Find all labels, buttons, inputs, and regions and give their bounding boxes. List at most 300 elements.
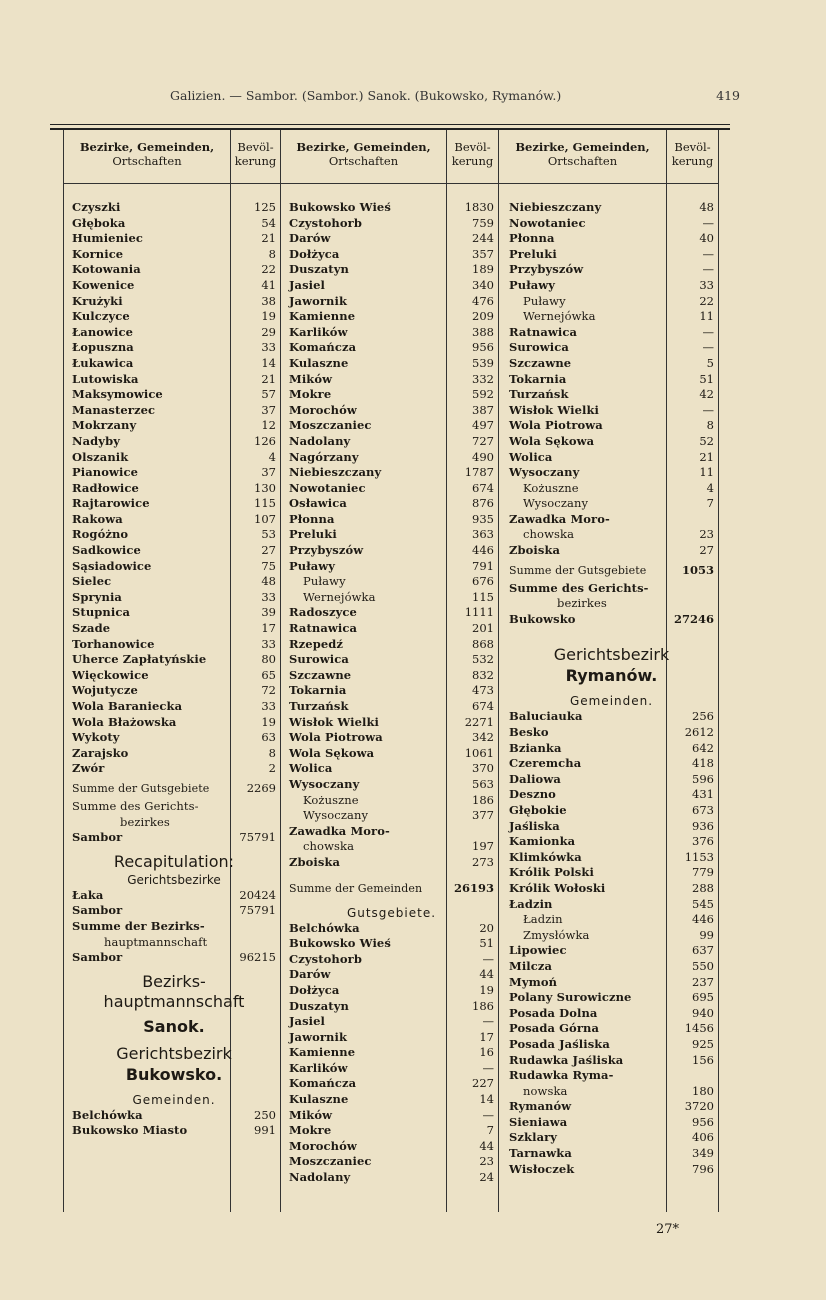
table-row [289,559,494,575]
place-name: Deszno [509,787,556,802]
table-row [72,496,276,512]
place-name: Wola Baraniecka [72,699,183,713]
table-row [509,975,714,991]
table-row [72,574,276,590]
place-name: Krużyki [72,293,123,308]
place-name: Czystohorb [289,951,362,966]
population-value: 23 [479,1154,494,1169]
population-value: 3720 [684,1099,714,1114]
table-row [72,903,276,919]
place-name: Ładzin [523,912,563,927]
population-value: 288 [692,880,714,895]
population-value: 51 [699,371,714,386]
place-name: Rudawka Jaśliska [509,1052,624,1067]
population-value: 8 [268,246,276,261]
place-name: Morochów [289,402,357,417]
population-value: 363 [472,527,494,542]
table-row [289,434,494,450]
table-row [289,967,494,983]
population-value: 37 [261,402,276,417]
table-row [509,278,714,294]
col2-pop-sub: kerung [451,154,494,168]
place-name: Sąsiadowice [72,558,152,573]
place-name: Ratnawica [509,324,578,339]
population-value: 237 [692,974,714,989]
table-row [509,756,714,772]
population-value: 8 [268,745,276,760]
table-row [509,418,714,434]
population-value: 431 [692,787,714,802]
table-row [72,372,276,388]
place-name: Zwór [72,761,105,776]
place-name: Mymoń [509,974,558,989]
col3-sum-guts [509,559,714,581]
place-name: Szade [72,621,111,636]
table-row [509,1053,714,1069]
running-header [170,88,740,103]
table-row [509,1068,714,1084]
place-name: Puławy [289,558,336,573]
population-value: 1061 [464,745,494,760]
col2-row-list [289,200,494,871]
population-value: 387 [472,402,494,417]
population-value: 791 [472,558,494,573]
population-value: — [702,402,714,417]
table-row [72,668,276,684]
table-row [289,527,494,543]
place-name: Humieniec [72,231,144,246]
place-name: Mików [289,371,333,386]
place-name: Uherce Zapłatyńskie [72,652,207,667]
place-name: Jawornik [289,1029,348,1044]
place-name: Milcza [509,958,553,973]
table-row [289,200,494,216]
table-row [509,387,714,403]
population-value: 727 [472,433,494,448]
table-row [509,372,714,388]
place-name: Zmysłówka [523,927,590,942]
place-name: Kożuszne [303,792,359,807]
table-row [509,216,714,232]
population-value: 33 [261,340,276,355]
col3-sum-gb-total [509,612,714,628]
table-row [289,715,494,731]
population-value: — [482,1014,494,1029]
table-row [289,637,494,653]
table-row [509,865,714,881]
table-row [509,834,714,850]
population-value: 340 [472,277,494,292]
page-number: 419 [716,88,740,103]
population-value: 11 [699,465,714,480]
table-row [72,543,276,559]
col1-sum-bh-line1 [72,919,276,935]
table-row [289,1030,494,1046]
population-value: 418 [692,756,714,771]
place-name: nowska [523,1083,568,1098]
table-row [509,481,714,497]
place-name: Łanowice [72,324,134,339]
place-name: Jasiel [289,277,326,292]
place-name: Nowotaniec [509,215,586,230]
table-row [289,746,494,762]
table-row [72,888,276,904]
population-value: — [482,1107,494,1122]
place-name: Przybyszów [289,543,364,558]
population-value: 676 [472,574,494,589]
col1-pop-header [231,140,280,168]
place-name: Płonna [509,231,555,246]
population-value: 21 [261,371,276,386]
place-name: Morochów [289,1138,357,1153]
table-row [289,683,494,699]
table-row [289,839,494,855]
place-name: Wysoczany [303,808,369,823]
place-name: chowska [303,839,355,854]
table-row [509,881,714,897]
sum-value: 1053 [681,562,714,577]
gb-title: Gerichtsbezirk [116,1043,232,1063]
place-name: Preluki [509,246,557,261]
place-name: Sielec [72,574,112,589]
place-name: Wola Sękowa [509,433,595,448]
population-value: 11 [699,309,714,324]
population-value: 24 [479,1170,494,1185]
table-row [72,621,276,637]
population-value: — [702,324,714,339]
table-row [72,746,276,762]
col2-sum-gemeinden [289,877,494,899]
place-name: Wolica [509,449,553,464]
population-value: 925 [692,1036,714,1051]
place-name: Jaśliska [509,818,560,833]
population-value: 490 [472,449,494,464]
recap-title: Recapitulation: [113,851,235,871]
population-value: 44 [479,1138,494,1153]
table-row [509,1099,714,1115]
table-row [72,761,276,777]
table-row [289,1108,494,1124]
place-name: Łopuszna [72,340,134,355]
place-name: Sprynia [72,589,122,604]
table-row [289,418,494,434]
table-row [289,952,494,968]
col3-gemeinden-list [509,709,714,1177]
population-value: 197 [472,839,494,854]
population-value: 115 [472,589,494,604]
place-name: Niebieszczany [289,465,382,480]
population-value: 446 [472,543,494,558]
place-name: Kamienne [289,309,356,324]
sum-value: 2269 [246,780,276,795]
population-value: 4 [706,480,714,495]
place-name: Wola Piotrowa [289,730,383,745]
place-name: Radoszyce [289,605,357,620]
population-value: 476 [472,293,494,308]
table-row [289,652,494,668]
place-name: Maksymowice [72,387,163,402]
col3-name-sub: Ortschaften [547,154,618,168]
gb-name-heading: Rymanów. [565,666,658,686]
table-row [509,200,714,216]
population-value: 16 [479,1045,494,1060]
table-row [289,481,494,497]
table-row [509,725,714,741]
population-value: 14 [261,355,276,370]
place-name: Nadyby [72,433,121,448]
population-value: 48 [699,200,714,214]
col2-name-header [281,140,446,168]
place-name: Łukawica [72,355,134,370]
population-value: 65 [261,667,276,682]
place-name: Głęboka [72,215,126,230]
table-row [509,340,714,356]
place-name: Moszczaniec [289,418,372,433]
population-value: — [702,215,714,230]
col2-name-label: Bezirke, Gemeinden, [296,140,431,154]
place-name: Puławy [303,574,346,589]
place-name: Ładzin [509,896,553,911]
table-row [72,231,276,247]
table-row [509,943,714,959]
place-name: Wola Sękowa [289,745,375,760]
table-row [289,999,494,1015]
place-name: Dołżyca [289,982,340,997]
place-name: Surowica [509,340,569,355]
table-row [289,730,494,746]
population-value: 256 [692,709,714,724]
table-row [72,527,276,543]
place-name: Wisłok Wielki [289,714,380,729]
table-row [509,309,714,325]
place-name: Posada Jaśliska [509,1036,610,1051]
place-name: Szklary [509,1130,558,1145]
population-value: 532 [472,652,494,667]
population-value: 868 [472,636,494,651]
col2-pop-header [447,140,498,168]
population-value: 1787 [464,465,494,480]
col1-sum-bh-line2 [72,935,276,951]
place-name: Zboiska [509,543,561,558]
district-name: Sambor [72,830,123,845]
place-name: Nowotaniec [289,480,366,495]
population-value: 7 [706,496,714,511]
place-name: Nadolany [289,433,351,448]
table-row [509,496,714,512]
place-name: Wisłok Wielki [509,402,600,417]
place-name: Pianowice [72,465,138,480]
place-name: Mików [289,1107,333,1122]
table-row [289,278,494,294]
population-value: 473 [472,683,494,698]
col3-name-header [499,140,666,168]
population-value: 21 [261,231,276,246]
table-row [72,356,276,372]
table-row [289,387,494,403]
place-name: Kotowania [72,262,141,277]
place-name: Dołżyca [289,246,340,261]
population-value: 674 [472,480,494,495]
place-name: Daliowa [509,771,561,786]
place-name: Surowica [289,652,349,667]
table-row [509,450,714,466]
place-name: Jawornik [289,293,348,308]
place-name: Wernejówka [303,589,376,604]
population-value: 2 [268,761,276,776]
population-value: 935 [472,511,494,526]
place-name: Preluki [289,527,337,542]
table-row [72,434,276,450]
population-value: 1153 [684,849,714,864]
sum-label: bezirkes [120,814,170,829]
sum-label: hauptmannschaft [104,934,208,949]
col1-sum-gb-total [72,830,276,846]
table-row [289,1061,494,1077]
place-name: Belchówka [72,1107,143,1122]
table-row [289,356,494,372]
table-row [289,921,494,937]
population-value: 40 [699,231,714,246]
sum-label: bezirkes [557,596,607,611]
table-row [289,793,494,809]
place-name: Kamienne [289,1045,356,1060]
place-name: Nagórzany [289,449,359,464]
col3-row-list [509,200,714,559]
place-name: Bukowsko Wieś [289,200,391,214]
col2-name-sub: Ortschaften [328,154,399,168]
place-name: Wola Piotrowa [509,418,603,433]
table-row [289,605,494,621]
col1-col2-divider [280,130,281,1212]
col2-col3-divider [498,130,499,1212]
place-name: Płonna [289,511,335,526]
population-value: 33 [699,277,714,292]
place-name: Zboiska [289,854,341,869]
table-row [72,1108,276,1124]
table-row [509,1084,714,1100]
recap-list [72,888,276,919]
table-row [72,247,276,263]
population-value: 250 [254,1107,276,1122]
population-value: 126 [254,433,276,448]
place-name: Belchówka [289,920,360,935]
population-value: 370 [472,761,494,776]
population-value: 63 [261,730,276,745]
table-row [289,668,494,684]
table-row [509,1130,714,1146]
table-row [509,819,714,835]
place-name: Niebieszczany [509,200,602,214]
column-1 [72,200,276,1139]
bh-value: 96215 [239,950,276,965]
population-value: 5 [706,355,714,370]
population-value: 33 [261,699,276,713]
place-name: Bukowsko Miasto [72,1123,188,1138]
population-value: 22 [261,262,276,277]
table-row [289,1154,494,1170]
place-name: Wojutycze [72,683,138,698]
gemeinden-label: Gemeinden. [132,1092,216,1107]
place-name: Radłowice [72,480,139,495]
place-name: Darów [289,967,331,982]
place-name: Tokarnia [509,371,567,386]
table-row [72,325,276,341]
col3-sum-gb-line2 [509,596,714,612]
column-3 [509,200,714,1177]
place-name: Baluciauka [509,709,583,724]
table-row [72,652,276,668]
place-name: Jasiel [289,1014,326,1029]
col3-name-label: Bezirke, Gemeinden, [515,140,650,154]
place-name: Sadkowice [72,543,141,558]
population-value: 550 [692,958,714,973]
population-value: 673 [692,803,714,817]
table-row [289,450,494,466]
place-name: Rymanów [509,1099,572,1114]
table-row [509,709,714,725]
population-value: 1111 [464,605,494,620]
table-row [509,850,714,866]
place-name: Puławy [523,293,566,308]
population-value: 876 [472,496,494,511]
place-name: Czeremcha [509,756,582,771]
population-value: 832 [472,667,494,682]
table-row [289,621,494,637]
table-row [509,741,714,757]
population-value: 39 [261,605,276,620]
population-value: 2612 [684,725,714,740]
table-row [72,683,276,699]
place-name: Lutowiska [72,371,139,386]
col1-sum-gutsgebiete [72,777,276,799]
place-name: chowska [523,527,575,542]
population-value: 54 [261,215,276,230]
table-row [72,450,276,466]
place-name: Besko [509,725,549,740]
table-row [289,340,494,356]
population-value: 759 [472,215,494,230]
table-row [289,1139,494,1155]
table-row [509,1162,714,1178]
population-value: 17 [261,621,276,636]
header-underline [63,183,719,184]
population-value: 539 [472,355,494,370]
population-value: 33 [261,589,276,604]
population-value: 180 [692,1083,714,1098]
place-name: Królik Wołoski [509,880,606,895]
table-row [72,481,276,497]
table-row [509,465,714,481]
place-name: Sieniawa [509,1114,568,1129]
population-value: 446 [692,912,714,927]
col2-pop-label: Bevöl- [454,140,491,154]
table-row [289,543,494,559]
population-value: 33 [261,636,276,651]
population-value: 209 [472,309,494,324]
place-name: Klimkówka [509,849,582,864]
population-value: 72 [261,683,276,698]
table-row [289,262,494,278]
top-rule-thin [50,124,730,125]
bh-name: Sambor [72,950,123,965]
col1-name-sub: Ortschaften [112,154,182,168]
population-value: 201 [472,621,494,636]
table-row [72,309,276,325]
table-row [289,309,494,325]
place-name: Łaka [72,887,104,902]
table-row [509,403,714,419]
table-row [289,574,494,590]
